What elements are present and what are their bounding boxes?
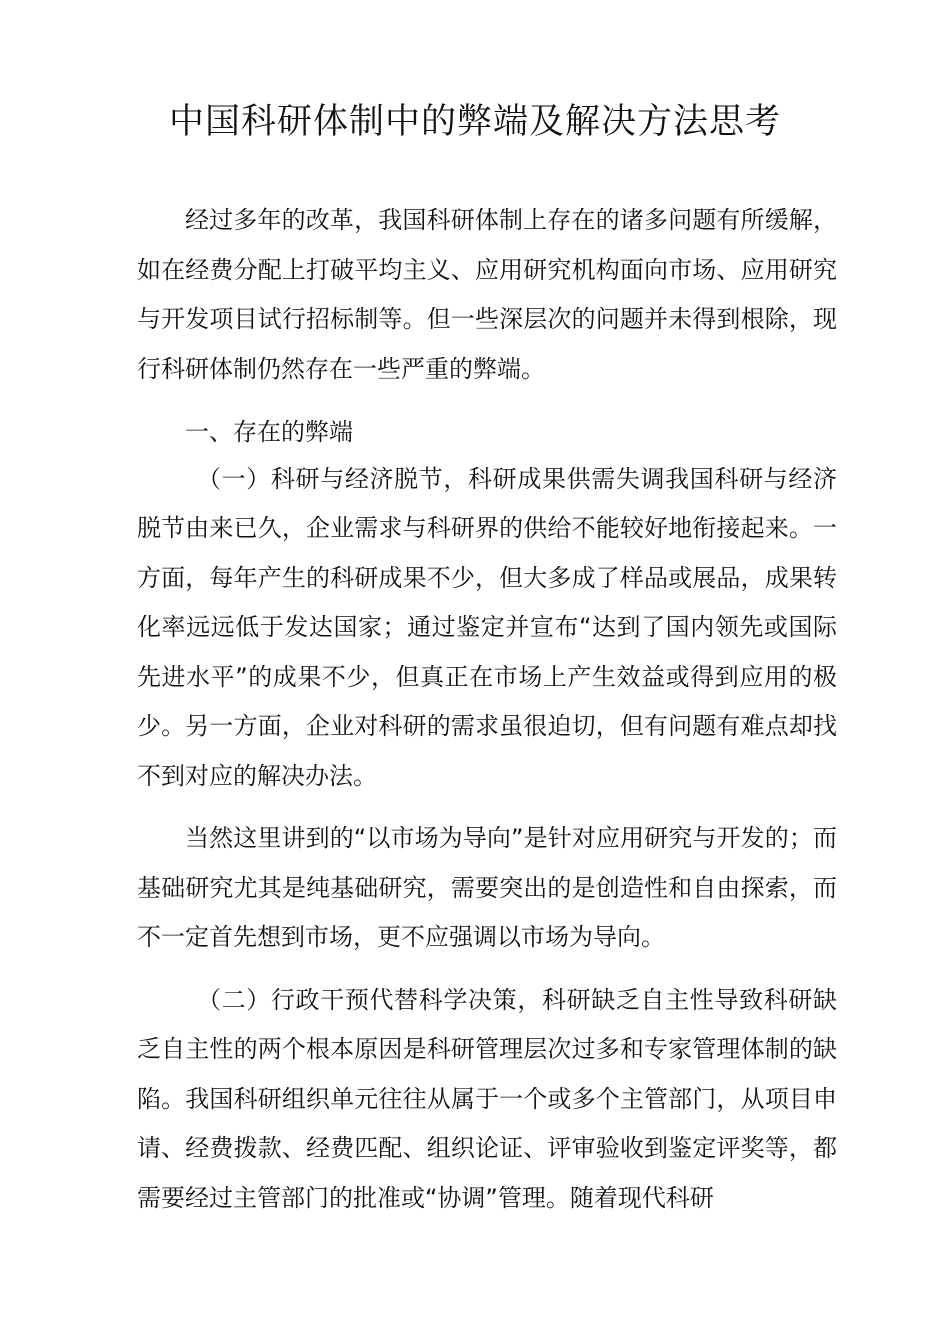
paragraph-intro: 经过多年的改革，我国科研体制上存在的诸多问题有所缓解，如在经费分配上打破平均主义、应用研究机构面向市场、应用研究与开发项目试行招标制等。但一些深层次的问题并未得到根除，现行科研体制仍然存在一些严重的弊端。 [137,206,837,383]
paragraph-subsection-1: （一）科研与经济脱节，科研成果供需失调我国科研与经济脱节由来已久，企业需求与科研界的供给不能较好地衔接起来。一方面，每年产生的科研成果不少，但大多成了样品或展品，成果转化率远远低于发达国家；通过鉴定并宣布“达到了国内领先或国际先进水平”的成果不少，但真正在市场上产生效益或得到应用的极少。另一方面，企业对科研的需求虽很迫切，但有问题有难点却找不到对应的解决办法。 [137,464,837,790]
document-body [137,196,837,1223]
section-heading: 一、存在的弊端 [185,418,353,446]
paragraph-subsection-2: （二）行政干预代替科学决策，科研缺乏自主性导致科研缺乏自主性的两个根本原因是科研管理层次过多和专家管理体制的缺陷。我国科研组织单元往往从属于一个或多个主管部门，从项目申请、经费拨款、经费匹配、组织论证、评审验收到鉴定评奖等，都需要经过主管部门的批准或“协调”管理。随着现代科研 [137,985,837,1212]
paragraph-market-orientation: 当然这里讲到的“以市场为导向”是针对应用研究与开发的；而基础研究尤其是纯基础研究，需要突出的是创造性和自由探索，而不一定首先想到市场，更不应强调以市场为导向。 [137,824,837,951]
document-title: 中国科研体制中的弊端及解决方法思考 [168,102,781,142]
